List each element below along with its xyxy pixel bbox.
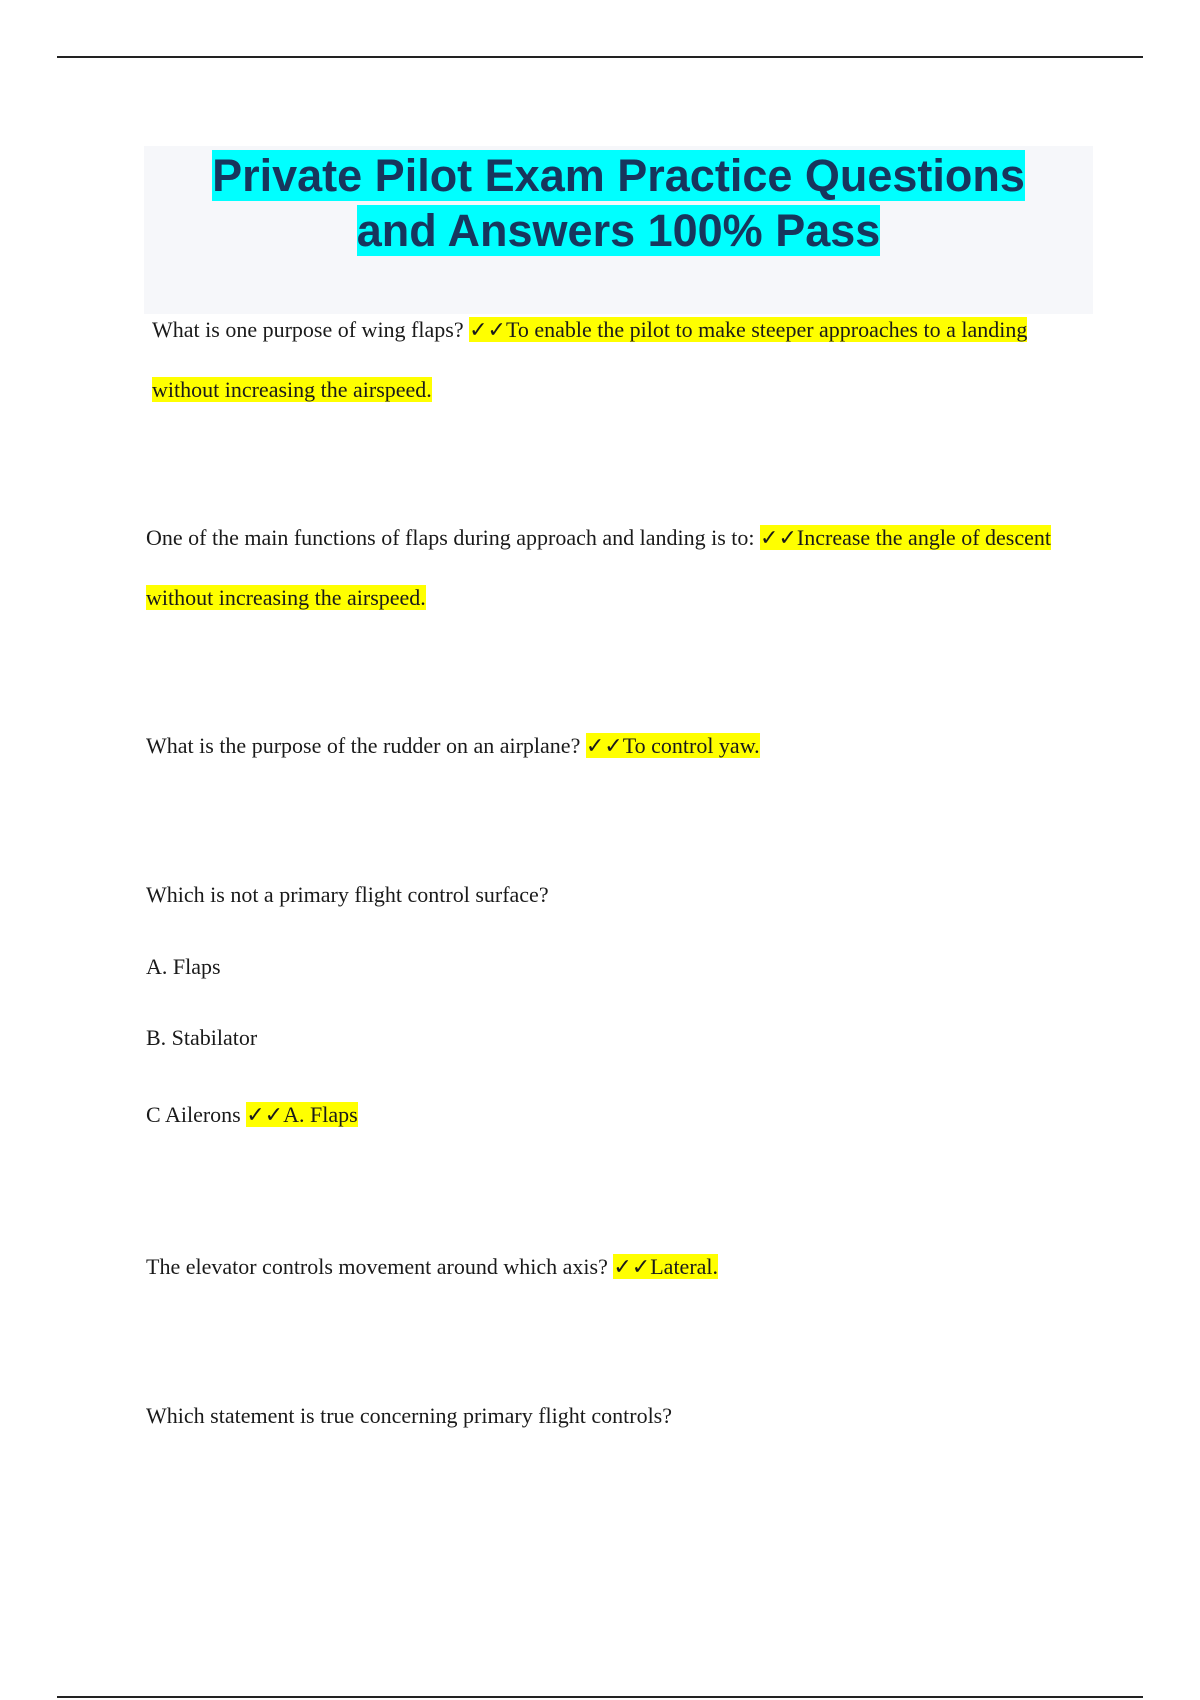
check-icon: ✓✓ <box>469 317 506 342</box>
answer-highlight <box>586 733 760 758</box>
option-a: A. Flaps <box>146 954 221 979</box>
bottom-rule <box>57 1696 1143 1698</box>
answer-highlight <box>246 1102 357 1127</box>
option-b: B. Stabilator <box>146 1025 258 1050</box>
qa-item <box>152 300 1052 420</box>
qa-item <box>146 1100 358 1130</box>
question-text: Which statement is true concerning primary flight controls? <box>146 1403 673 1428</box>
question-text: What is one purpose of wing flaps? <box>152 317 464 342</box>
qa-item <box>146 731 760 761</box>
document-title <box>144 148 1093 258</box>
option-c: C Ailerons <box>146 1102 241 1127</box>
answer-highlight <box>613 1254 718 1279</box>
check-icon: ✓✓ <box>585 733 623 758</box>
answer-text: A. Flaps <box>283 1102 358 1127</box>
qa-item <box>146 1252 718 1282</box>
question-text: What is the purpose of the rudder on an airplane? <box>146 733 581 758</box>
question-text: One of the main functions of flaps during approach and landing is to: <box>146 525 755 550</box>
answer-text: Lateral. <box>650 1254 719 1279</box>
top-rule <box>57 56 1143 58</box>
qa-item <box>146 508 1076 628</box>
question-text: Which is not a primary flight control surface? <box>146 882 549 907</box>
title-line-2: and Answers 100% Pass <box>356 205 881 256</box>
title-line-1: Private Pilot Exam Practice Questions <box>212 150 1025 201</box>
check-icon: ✓✓ <box>613 1254 651 1279</box>
answer-text: Increase the angle of descent without increasing the airspeed. <box>146 525 1051 610</box>
answer-text: To control yaw. <box>622 733 760 758</box>
answer-text: To enable the pilot to make steeper approaches to a landing without increasing the airspeed. <box>152 317 1028 402</box>
check-icon: ✓✓ <box>760 525 797 550</box>
check-icon: ✓✓ <box>246 1102 284 1127</box>
question-text: The elevator controls movement around which axis? <box>146 1254 608 1279</box>
